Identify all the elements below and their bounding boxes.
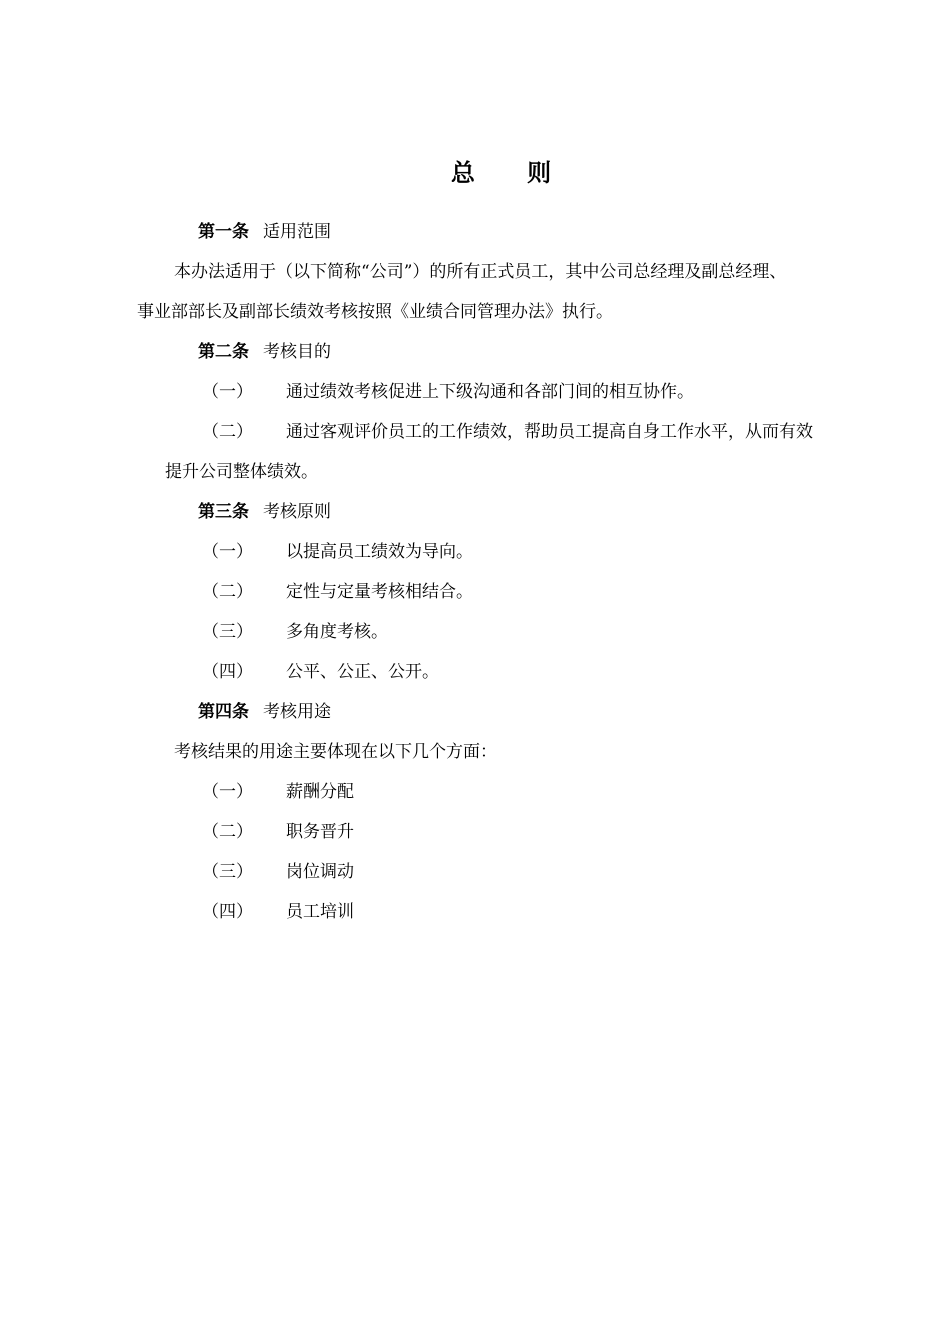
article-1-heading: 适用范围 [263,222,331,242]
article-1-paragraph-line-1: 本办法适用于（以下简称“公司”）的所有正式员工，其中公司总经理及副总经理、 [174,262,787,282]
item-text: 职务晋升 [286,822,354,842]
page-title: 总 则 [450,159,574,187]
article-2-item-2 [202,420,813,444]
item-number: （一） [202,382,253,402]
item-text: 多角度考核。 [286,622,388,642]
item-number: （二） [202,582,253,602]
article-4-item-3 [202,860,354,884]
item-text: 公平、公正、公开。 [286,662,439,682]
item-text: 薪酬分配 [286,782,354,802]
item-text: 通过绩效考核促进上下级沟通和各部门间的相互协作。 [286,382,694,402]
article-4-item-2 [202,820,354,844]
article-3-label: 第三条 [198,502,249,522]
article-3-item-1 [202,540,473,564]
article-1-header [198,220,331,244]
article-2-heading: 考核目的 [263,342,331,362]
article-2-label: 第二条 [198,342,249,362]
item-number: （二） [202,822,253,842]
article-3-item-4 [202,660,439,684]
article-4-item-1 [202,780,354,804]
item-number: （四） [202,662,253,682]
article-1-paragraph-line-2: 事业部部长及副部长绩效考核按照《业绩合同管理办法》执行。 [137,302,613,322]
article-4-intro: 考核结果的用途主要体现在以下几个方面： [174,742,497,762]
article-2-item-2-continuation: 提升公司整体绩效。 [165,462,318,482]
article-2-item-1 [202,380,694,404]
item-number: （三） [202,622,253,642]
article-4-heading: 考核用途 [263,702,331,722]
article-3-heading: 考核原则 [263,502,331,522]
item-text: 以提高员工绩效为导向。 [286,542,473,562]
article-2-header [198,340,331,364]
item-number: （四） [202,902,253,922]
item-number: （一） [202,542,253,562]
article-3-item-3 [202,620,388,644]
item-number: （三） [202,862,253,882]
article-3-item-2 [202,580,473,604]
article-3-header [198,500,331,524]
article-4-header [198,700,331,724]
item-text: 定性与定量考核相结合。 [286,582,473,602]
item-number: （一） [202,782,253,802]
article-1-label: 第一条 [198,222,249,242]
article-4-item-4 [202,900,354,924]
item-text: 通过客观评价员工的工作绩效，帮助员工提高自身工作水平，从而有效 [286,422,813,442]
article-4-label: 第四条 [198,702,249,722]
item-text: 岗位调动 [286,862,354,882]
item-number: （二） [202,422,253,442]
item-text: 员工培训 [286,902,354,922]
